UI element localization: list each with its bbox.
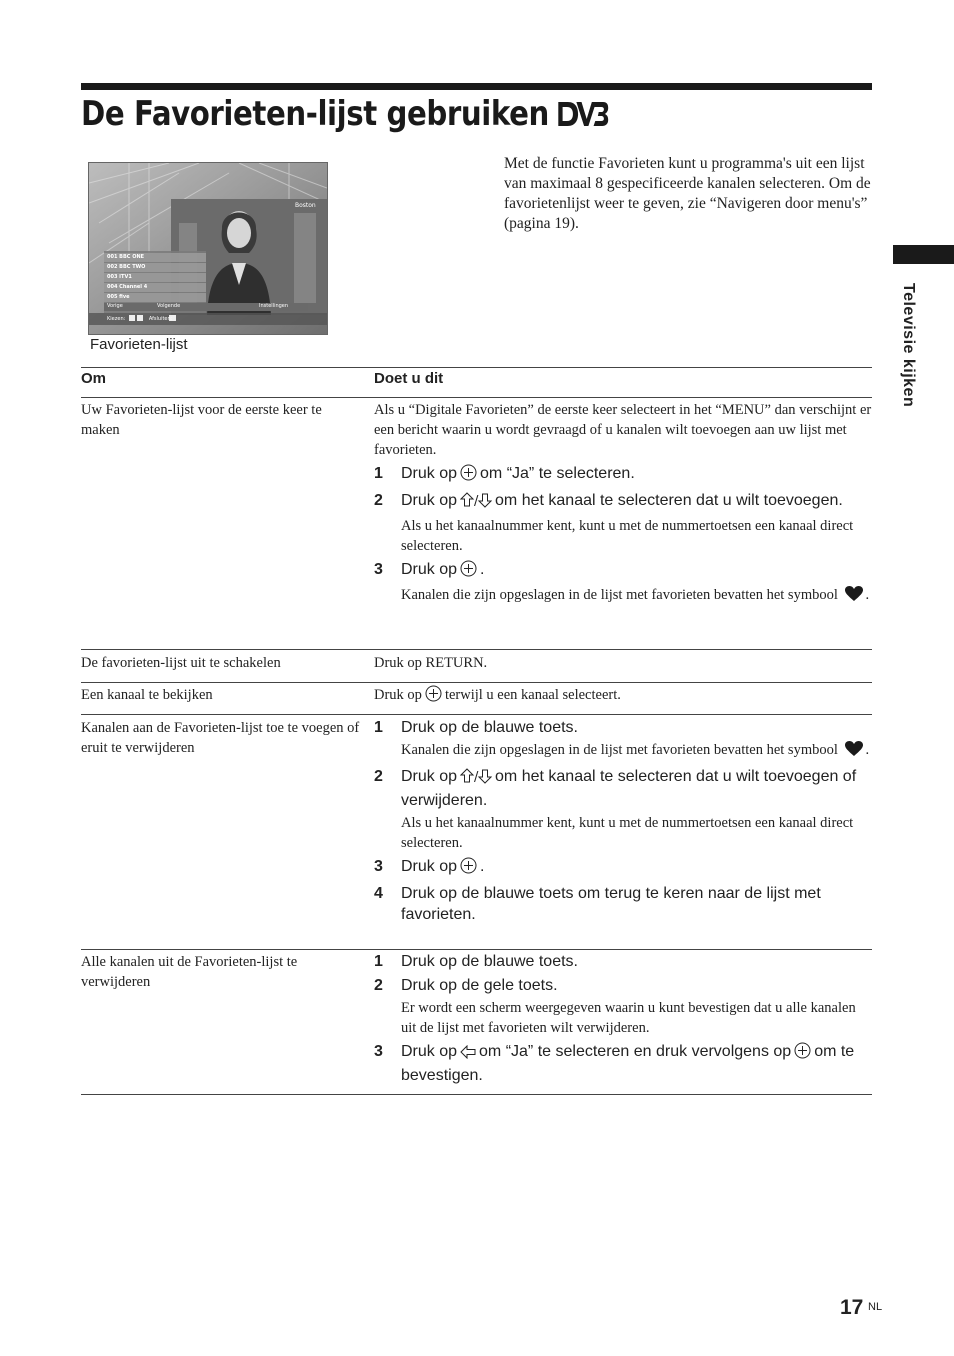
enter-button-icon <box>794 1042 811 1065</box>
list-item: 005 five <box>107 294 130 300</box>
list-item: 3 Druk op om “Ja” te selecteren en druk vervolgens op om te bevestigen. <box>374 1043 855 1084</box>
row3-left: Een kanaal te bekijken <box>81 687 213 703</box>
up-down-arrow-icon <box>460 492 492 514</box>
row3-right: Druk op terwijl u een kanaal selecteert. <box>374 685 872 708</box>
svg-text:/: / <box>474 770 479 784</box>
table-rule <box>81 367 872 368</box>
enter-button-icon <box>460 560 477 583</box>
list-item: 004 Channel 4 <box>107 284 148 290</box>
list-item: 002 BBC TWO <box>107 264 146 270</box>
list-item: 003 ITV1 <box>107 274 132 280</box>
row2-right: Druk op RETURN. <box>374 655 488 671</box>
tv-screenshot <box>88 162 328 335</box>
list-item: 2 Druk op de gele toets. <box>374 977 558 994</box>
enter-button-icon <box>425 685 442 708</box>
section-label: Televisie kijken <box>900 283 917 408</box>
figure-caption: Favorieten-lijst <box>90 336 188 353</box>
heart-icon <box>845 586 863 608</box>
channel-list <box>107 252 147 302</box>
row5-left: Alle kanalen uit de Favorieten-lijst te verwijderen <box>81 954 298 990</box>
list-item: 2 Druk op / om het kanaal te selecteren dat u wilt toevoegen of verwijderen. <box>374 768 857 809</box>
svg-text:/: / <box>474 494 479 508</box>
page-title-text: De Favorieten-lijst gebruiken <box>81 94 549 134</box>
row1-left: Uw Favorieten-lijst voor de eerste keer te maken <box>81 402 322 438</box>
page-title <box>81 94 609 138</box>
intro-paragraph: Met de functie Favorieten kunt u programma's uit een lijst van maximaal 8 gespecificeerde kanalen selecteren. Om de favorietenlijst weer te geven, zie “Navigeren door menu's” (pagina 19). <box>504 155 871 232</box>
table-rule <box>81 649 872 650</box>
dvb-logo-icon <box>556 98 609 138</box>
row1-right: Als u “Digitale Favorieten” de eerste keer selecteert in het “MENU” dan verschijnt er een bericht waarin u wordt gevraagd of u kanalen wilt toevoegen aan uw lijst met favorieten. 1 Druk op om “Ja” te selecteren. 2 Druk op / om het kanaal te selecteren dat u wilt toevoegen. Als u het kanaalnummer kent, kunt u met de nummertoetsen een kanaal direct selecteren. 3 Druk op . Kanalen die zijn opgeslagen in de lijst met favorieten bevatten het symbool . <box>374 400 872 610</box>
enter-button-icon <box>460 464 477 487</box>
overlay-city: Boston <box>295 202 316 209</box>
page-language: NL <box>868 1301 883 1313</box>
table-rule <box>81 397 872 398</box>
column-header-om: Om <box>81 370 107 387</box>
left-arrow-icon <box>460 1044 476 1065</box>
list-item: 3 Druk op . <box>374 559 872 583</box>
list-item: 1 Druk op de blauwe toets. <box>374 719 578 736</box>
list-item: 2 Druk op / om het kanaal te selecteren dat u wilt toevoegen. <box>374 490 872 514</box>
section-tab <box>893 245 954 264</box>
list-item: 4 Druk op de blauwe toets om terug te keren naar de lijst met favorieten. <box>374 885 821 923</box>
table-rule <box>81 1094 872 1095</box>
page-number: 17 <box>840 1296 864 1319</box>
prev-button: Vorige <box>107 303 123 309</box>
row4-right: 1 Druk op de blauwe toets. Kanalen die zijn opgeslagen in de lijst met favorieten bevatten het symbool . 2 Druk op / om het kanaal te selecteren dat u wilt toevoegen of verwijderen. Als u het kanaalnummer kent, kunt u met de nummertoetsen een kanaal direct selecteren. 3 Druk op . 4 Druk op de blauwe toets om terug te keren naar de lijst met favorieten. <box>374 714 872 925</box>
heart-icon <box>845 741 863 763</box>
row2-left: De favorieten-lijst uit te schakelen <box>81 655 281 671</box>
top-rule <box>81 83 872 90</box>
list-item: 1 Druk op om “Ja” te selecteren. <box>374 463 872 487</box>
next-button: Volgende <box>157 303 181 309</box>
row5-right: 1 Druk op de blauwe toets. 2 Druk op de gele toets. Er wordt een scherm weergegeven waarin u kunt bevestigen dat u alle kanalen uit de lijst met favorieten wilt verwijderen. 3 Druk op om “Ja” te selecteren en druk vervolgens op om te bevestigen. <box>374 948 872 1086</box>
list-item: 001 BBC ONE <box>107 254 145 260</box>
settings-button: Instellingen <box>259 303 289 309</box>
enter-button-icon <box>460 857 477 880</box>
up-down-arrow-icon <box>460 768 492 790</box>
table-rule <box>81 682 872 683</box>
list-item: 1 Druk op de blauwe toets. <box>374 953 578 970</box>
list-item: 3 Druk op . <box>374 856 872 880</box>
legend: Kiezen: Afsluiten: <box>107 316 173 322</box>
row4-left: Kanalen aan de Favorieten-lijst toe te voegen of eruit te verwijderen <box>81 720 360 756</box>
column-header-doet: Doet u dit <box>374 370 444 387</box>
